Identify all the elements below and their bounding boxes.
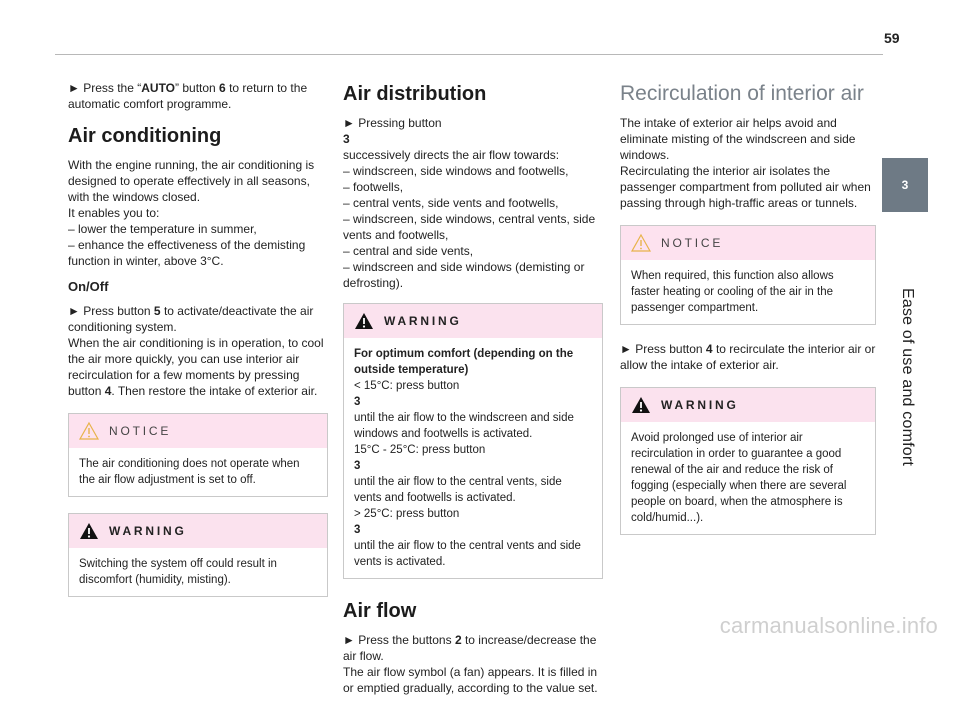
heading-on-off: On/Off (68, 279, 109, 294)
column-middle (343, 80, 603, 706)
ac-list: It enables you to: – lower the temperature in summer, – enhance the effectiveness of the demisting function in winter, above 3°C. (68, 205, 328, 269)
warning-box-recirculation (620, 387, 876, 535)
distribution-item: – windscreen, side windows and footwells, (343, 164, 569, 178)
warning-triangle-icon (354, 312, 374, 330)
distribution-item: – windscreen and side windows (demisting or defrosting). (343, 260, 585, 290)
warning-text: Switching the system off could result in discomfort (humidity, misting). (79, 558, 277, 586)
recirculation-paragraph: The intake of exterior air helps avoid and eliminate misting of the windscreen and side windows. Recirculating the interior air isolates the passenger compartment from polluted air when passing through high-traffic areas or tunnels. (620, 116, 871, 210)
distribution-item: – footwells, (343, 180, 404, 194)
header-divider (55, 54, 883, 55)
warning-text: Avoid prolonged use of interior air recirculation in order to guarantee a good renewal of the air and reduce the risk of fogging (especially when there are several people on board, when the atmosphere is cold/humid...). (631, 432, 847, 524)
auto-instruction: ► Press the “AUTO” button 6 to return to the automatic comfort programme. (68, 81, 308, 111)
notice-warning-triangle-icon (79, 422, 99, 440)
ac-paragraph: With the engine running, the air conditioning is designed to operate effectively in all seasons, with the windows closed. (68, 158, 315, 204)
distribution-item: – central and side vents, (343, 244, 474, 258)
warning-label: WARNING (109, 524, 187, 538)
section-tab[interactable] (882, 158, 928, 212)
heading-air-conditioning: Air conditioning (68, 125, 222, 147)
recirculation-instruction: ► Press button 4 to recirculate the interior air or allow the intake of exterior air. (620, 342, 876, 372)
warning-label: WARNING (384, 314, 462, 328)
column-right (620, 80, 876, 551)
heading-recirculation: Recirculation of interior air (620, 82, 864, 105)
onoff-paragraph: When the air conditioning is in operation, to cool the air more quickly, you can use interior air recirculation for a few moments by pressing button 4. Then restore the intake of exterior air. (68, 336, 324, 398)
ac-list-item: – lower the temperature in summer, (68, 222, 257, 236)
distribution-list: ► Pressing button 3 successively directs the air flow towards: – windscreen, side windows and footwells, – footwells, – central vents, side vents and footwells, – windscreen, side windows, central vents, side vents and footwells, – central and side vents, – windscreen and side windows (demisting or defrosting). (343, 115, 603, 291)
warning-text-distribution: For optimum comfort (depending on the outside temperature) < 15°C: press button 3 until the air flow to the windscreen and side windows and footwells is activated. 15°C - 25°C: press button 3 until the air flow to the central vents, side vents and footwells is activated. > 25°C: press button 3 until the air flow to the central vents and side vents is activated. (354, 348, 581, 568)
notice-box (68, 413, 328, 497)
warning-triangle-icon (79, 522, 99, 540)
warning-box-distribution (343, 303, 603, 579)
onoff-instruction: ► Press button 5 to activate/deactivate the air conditioning system. (68, 304, 314, 334)
warning-box (68, 513, 328, 597)
column-left (68, 80, 328, 613)
watermark: carmanualsonline.info (719, 613, 938, 638)
heading-air-flow: Air flow (343, 600, 417, 622)
ac-list-item: – enhance the effectiveness of the demisting function in winter, above 3°C. (68, 238, 306, 268)
airflow-instruction: ► Press the buttons 2 to increase/decrease the air flow. (343, 633, 597, 663)
distribution-item: – windscreen, side windows, central vents, side vents and footwells, (343, 212, 596, 242)
warning-label: WARNING (661, 398, 739, 412)
section-number: 3 (901, 178, 909, 192)
notice-label: NOTICE (109, 424, 172, 438)
heading-air-distribution: Air distribution (343, 83, 487, 105)
distribution-item: – central vents, side vents and footwells, (343, 196, 559, 210)
notice-warning-triangle-icon (631, 234, 651, 252)
notice-text: When required, this function also allows faster heating or cooling of the air in the passenger compartment. (631, 270, 834, 314)
notice-label: NOTICE (661, 236, 724, 250)
notice-text: The air conditioning does not operate when the air flow adjustment is set to off. (79, 458, 300, 486)
section-title: Ease of use and comfort (899, 287, 916, 467)
warning-triangle-icon (631, 396, 651, 414)
section-title-vertical (887, 222, 927, 532)
airflow-paragraph: The air flow symbol (a fan) appears. It is filled in or emptied gradually, according to the value set. (343, 665, 598, 695)
page-number: 59 (884, 30, 900, 46)
notice-box-recirculation (620, 225, 876, 325)
